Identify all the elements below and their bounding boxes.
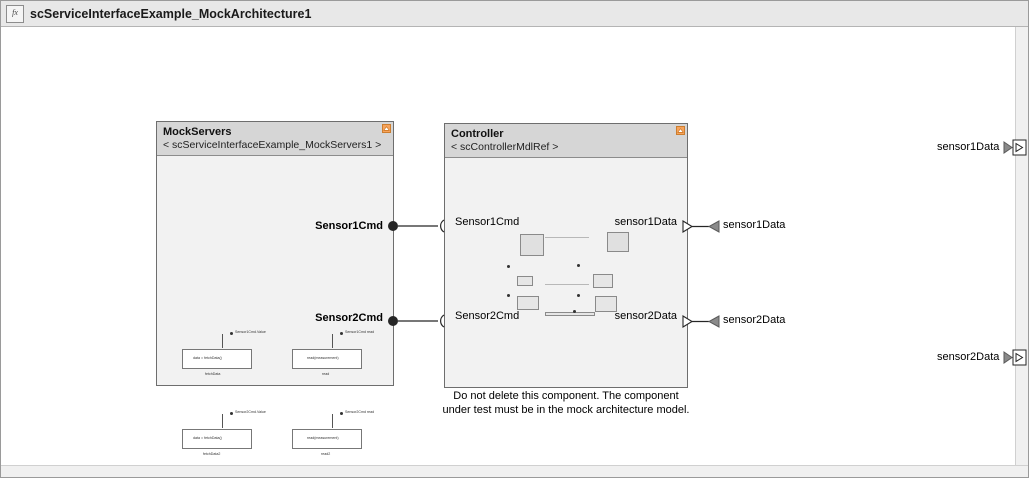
mini-block-label: data = fetchData() (193, 356, 222, 360)
vertical-scrollbar[interactable] (1015, 27, 1028, 478)
inner-block (545, 312, 595, 316)
component-header-controller (445, 124, 687, 158)
component-controller[interactable] (444, 123, 688, 388)
mini-block-caption: read2 (321, 452, 331, 456)
component-reference: < scControllerMdlRef > (451, 141, 559, 153)
inner-node (507, 265, 510, 268)
inner-block (607, 232, 629, 252)
model-reference-badge (676, 126, 685, 135)
mini-block-label: read(measurement) (307, 356, 339, 360)
port-label-sensor2cmd-in: Sensor2Cmd (455, 310, 520, 322)
root-arrow-sensor1data (1004, 142, 1012, 153)
mini-signal-label: Sensor1Cmd read (345, 330, 375, 334)
port-label-sensor1cmd-out: Sensor1Cmd (315, 220, 383, 232)
mini-block-caption: fetchData (205, 372, 221, 376)
annotation-line-1: Do not delete this component. The component (453, 390, 679, 402)
horizontal-scrollbar[interactable] (1, 465, 1029, 477)
mini-block-label: data = fetchData() (193, 436, 222, 440)
mini-junction-dot (340, 332, 343, 335)
port-label-sensor2cmd-out: Sensor2Cmd (315, 312, 383, 324)
inner-block (520, 234, 544, 256)
mini-block-caption: read (322, 372, 330, 376)
component-header-mockservers (157, 122, 393, 156)
root-port-label-sensor1data: sensor1Data (937, 141, 1000, 153)
annotation-line-2: under test must be in the mock architecture model. (442, 404, 690, 416)
inner-block (517, 276, 533, 286)
function-block-icon: fx (6, 5, 24, 23)
mini-block-label: read(measurement) (307, 436, 339, 440)
mini-junction-dot (230, 332, 233, 335)
mini-signal-label: Sensor2Cmd.Value (235, 410, 266, 414)
port-label-sensor1cmd-in: Sensor1Cmd (455, 216, 520, 228)
mini-signal-label: Sensor1Cmd.Value (235, 330, 266, 334)
root-arrow-sensor2data (1004, 352, 1012, 363)
component-reference: < scServiceInterfaceExample_MockServers1 > (163, 139, 382, 151)
inner-node (507, 294, 510, 297)
boundary-arrow-sensor2data (709, 316, 719, 327)
connector-label-sensor1data: sensor1Data (723, 219, 786, 231)
port-label-sensor1data-out: sensor1Data (614, 216, 677, 228)
inner-node (577, 294, 580, 297)
annotation-note (416, 389, 716, 417)
root-port-label-sensor2data: sensor2Data (937, 351, 1000, 363)
mini-block-caption: fetchData2 (203, 452, 221, 456)
boundary-arrow-sensor1data (709, 221, 719, 232)
port-label-sensor2data-out: sensor2Data (614, 310, 677, 322)
mini-junction-dot (230, 412, 233, 415)
window-titlebar (1, 1, 1029, 27)
inner-block (593, 274, 613, 288)
inner-node (573, 310, 576, 313)
mini-junction-dot (340, 412, 343, 415)
connector-label-sensor2data: sensor2Data (723, 314, 786, 326)
mini-signal-label: Sensor2Cmd read (345, 410, 375, 414)
inner-node (577, 264, 580, 267)
component-mockservers[interactable] (156, 121, 394, 456)
component-name: MockServers (163, 126, 232, 138)
model-reference-badge (382, 124, 391, 133)
component-name: Controller (451, 128, 504, 140)
page-title: scServiceInterfaceExample_MockArchitecture1 (30, 6, 312, 21)
inner-block (517, 296, 539, 310)
